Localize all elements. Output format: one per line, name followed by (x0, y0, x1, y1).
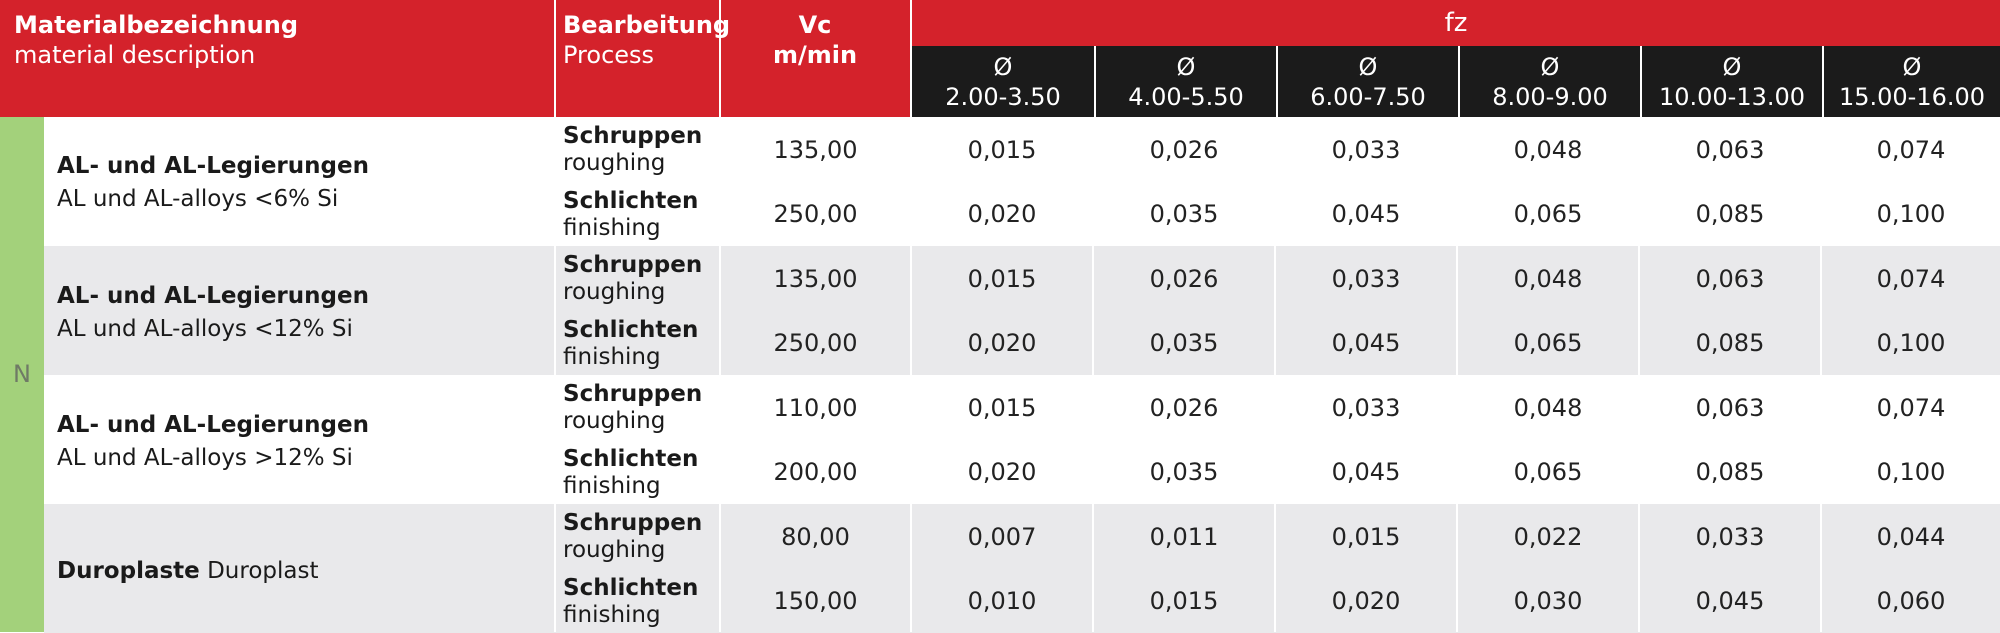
process-en: roughing (563, 279, 666, 305)
fz-value: 0,020 (967, 458, 1037, 486)
diameter-range: 10.00-13.00 (1658, 83, 1806, 111)
fz-value: 0,085 (1695, 329, 1765, 357)
column-divider (1092, 117, 1094, 632)
material-subname: AL und AL-alloys <12% Si (57, 316, 353, 342)
diameter-range: 4.00-5.50 (1128, 83, 1244, 111)
vc-value: 200,00 (773, 458, 858, 486)
header-process-en: Process (563, 41, 655, 69)
vc-value: 250,00 (773, 329, 858, 357)
fz-value: 0,026 (1149, 136, 1219, 164)
diameter-symbol: Ø (993, 53, 1013, 81)
column-divider (554, 117, 556, 632)
header-process-de: Bearbeitung (563, 11, 731, 39)
process-de: Schlichten (563, 317, 699, 343)
fz-value: 0,035 (1149, 200, 1219, 228)
fz-value: 0,035 (1149, 458, 1219, 486)
fz-value: 0,033 (1695, 523, 1765, 551)
fz-value: 0,063 (1695, 136, 1765, 164)
fz-value: 0,074 (1876, 265, 1946, 293)
fz-value: 0,015 (1149, 587, 1219, 615)
vc-value: 150,00 (773, 587, 858, 615)
column-divider (1274, 117, 1276, 632)
fz-value: 0,044 (1876, 523, 1946, 551)
vc-value: 110,00 (773, 394, 858, 422)
process-cell (563, 510, 702, 564)
diameter-header (1824, 46, 2000, 117)
fz-value: 0,065 (1513, 200, 1583, 228)
vc-value: 80,00 (781, 523, 850, 551)
diameter-header (1460, 46, 1640, 117)
fz-value: 0,048 (1513, 136, 1583, 164)
diameter-header (912, 46, 1094, 117)
material-name: AL- und AL-Legierungen (57, 412, 369, 438)
fz-value: 0,026 (1149, 394, 1219, 422)
fz-value: 0,065 (1513, 458, 1583, 486)
material-name: AL- und AL-Legierungen (57, 153, 369, 179)
fz-value: 0,100 (1876, 458, 1946, 486)
fz-value: 0,063 (1695, 394, 1765, 422)
fz-value: 0,020 (967, 200, 1037, 228)
fz-value: 0,074 (1876, 136, 1946, 164)
fz-value: 0,033 (1331, 394, 1401, 422)
fz-value: 0,045 (1331, 200, 1401, 228)
diameter-range: 6.00-7.50 (1310, 83, 1426, 111)
fz-value: 0,015 (967, 265, 1037, 293)
fz-value: 0,048 (1513, 265, 1583, 293)
process-cell (563, 317, 698, 371)
fz-value: 0,100 (1876, 200, 1946, 228)
material-name: Duroplaste (57, 558, 200, 584)
fz-value: 0,048 (1513, 394, 1583, 422)
diameter-range: 2.00-3.50 (945, 83, 1061, 111)
column-divider (1456, 117, 1458, 632)
material-group-letter: N (13, 360, 31, 388)
fz-value: 0,035 (1149, 329, 1219, 357)
fz-value: 0,030 (1513, 587, 1583, 615)
diameter-header-row (912, 46, 2000, 117)
fz-value: 0,074 (1876, 394, 1946, 422)
diameter-header (1642, 46, 1822, 117)
header-vc-unit: m/min (772, 41, 858, 69)
process-cell (563, 446, 698, 500)
process-cell (563, 381, 702, 435)
diameter-range: 8.00-9.00 (1492, 83, 1608, 111)
process-de: Schlichten (563, 188, 699, 214)
fz-value: 0,045 (1331, 329, 1401, 357)
fz-value: 0,010 (967, 587, 1037, 615)
fz-value: 0,033 (1331, 265, 1401, 293)
process-cell (563, 123, 702, 177)
process-en: roughing (563, 537, 666, 563)
fz-value: 0,007 (967, 523, 1037, 551)
material-description (57, 555, 318, 588)
diameter-range: 15.00-16.00 (1838, 83, 1986, 111)
fz-value: 0,085 (1695, 200, 1765, 228)
fz-value: 0,100 (1876, 329, 1946, 357)
fz-value: 0,022 (1513, 523, 1583, 551)
diameter-symbol: Ø (1358, 53, 1378, 81)
fz-value: 0,045 (1695, 587, 1765, 615)
column-divider (719, 117, 721, 632)
process-de: Schruppen (563, 123, 703, 149)
process-de: Schruppen (563, 510, 703, 536)
header-material-de: Materialbezeichnung (14, 11, 298, 39)
process-cell (563, 252, 702, 306)
fz-value: 0,011 (1149, 523, 1219, 551)
process-en: roughing (563, 408, 666, 434)
fz-value: 0,045 (1331, 458, 1401, 486)
fz-value: 0,063 (1695, 265, 1765, 293)
fz-value: 0,026 (1149, 265, 1219, 293)
header-vc-label: Vc (798, 11, 832, 39)
process-de: Schlichten (563, 575, 699, 601)
material-description (57, 150, 369, 216)
fz-value: 0,033 (1331, 136, 1401, 164)
material-name-translation: Duroplast (207, 558, 319, 584)
process-de: Schruppen (563, 252, 703, 278)
fz-value: 0,015 (1331, 523, 1401, 551)
vc-value: 250,00 (773, 200, 858, 228)
process-en: finishing (563, 215, 661, 241)
fz-value: 0,060 (1876, 587, 1946, 615)
material-subname: AL und AL-alloys <6% Si (57, 186, 339, 212)
diameter-symbol: Ø (1540, 53, 1560, 81)
diameter-symbol: Ø (1902, 53, 1922, 81)
vc-value: 135,00 (773, 136, 858, 164)
fz-value: 0,020 (967, 329, 1037, 357)
header-vc (722, 10, 908, 70)
fz-value: 0,085 (1695, 458, 1765, 486)
process-en: finishing (563, 344, 661, 370)
diameter-symbol: Ø (1176, 53, 1196, 81)
column-divider (1820, 117, 1822, 632)
process-en: finishing (563, 602, 661, 628)
diameter-header (1278, 46, 1458, 117)
fz-value: 0,065 (1513, 329, 1583, 357)
process-en: finishing (563, 473, 661, 499)
fz-value: 0,020 (1331, 587, 1401, 615)
header-material (14, 10, 298, 70)
material-description (57, 409, 369, 475)
material-description (57, 280, 369, 346)
process-cell (563, 575, 698, 629)
process-en: roughing (563, 150, 666, 176)
material-name: AL- und AL-Legierungen (57, 283, 369, 309)
header-divider (554, 0, 556, 117)
fz-value: 0,015 (967, 136, 1037, 164)
header-fz: fz (1444, 8, 1468, 38)
process-de: Schruppen (563, 381, 703, 407)
diameter-symbol: Ø (1722, 53, 1742, 81)
vc-value: 135,00 (773, 265, 858, 293)
material-subname: AL und AL-alloys >12% Si (57, 445, 353, 471)
process-de: Schlichten (563, 446, 699, 472)
header-process (563, 10, 730, 70)
column-divider (910, 117, 912, 632)
column-divider (1638, 117, 1640, 632)
diameter-header (1096, 46, 1276, 117)
header-material-en: material description (14, 41, 256, 69)
process-cell (563, 188, 698, 242)
fz-value: 0,015 (967, 394, 1037, 422)
